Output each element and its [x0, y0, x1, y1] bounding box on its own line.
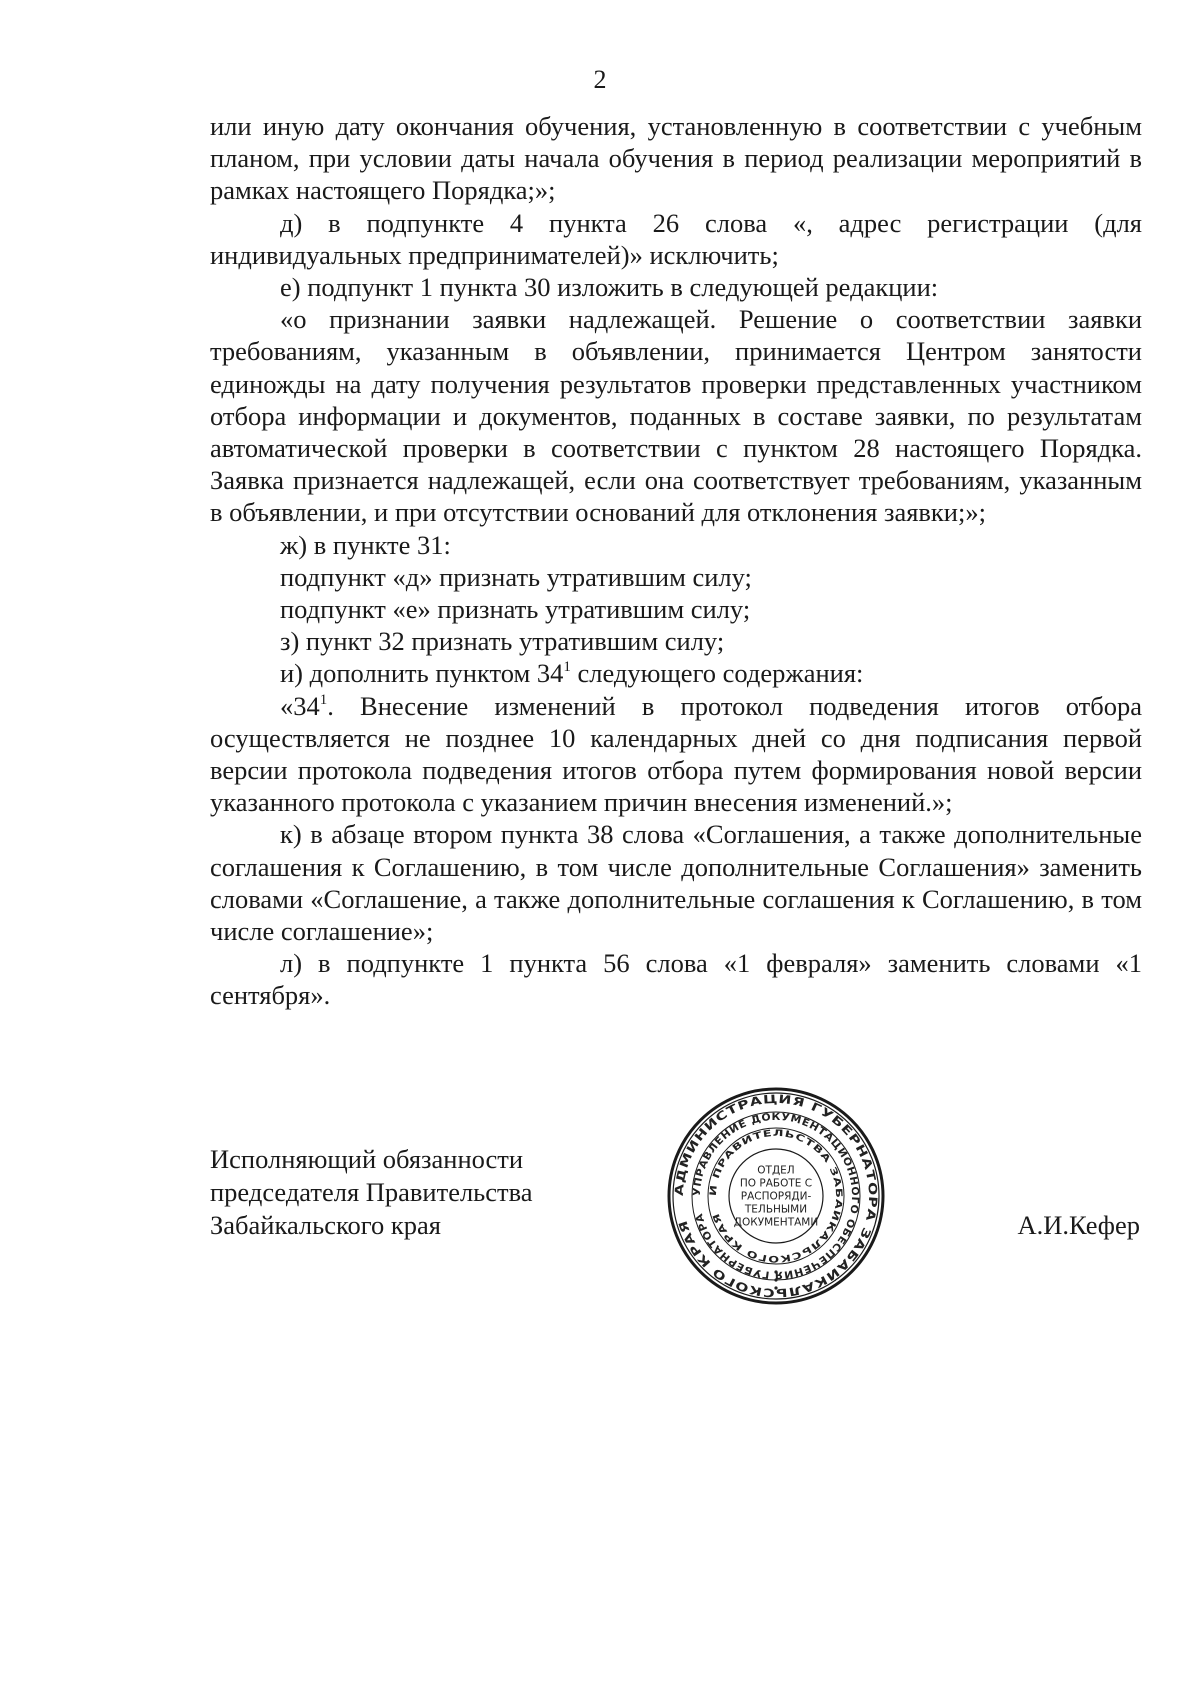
signature-position-line: Забайкальского края	[210, 1210, 441, 1240]
paragraph-text: следующего содержания:	[570, 658, 864, 689]
stamp-center-line: ТЕЛЬНЫМИ	[744, 1203, 808, 1216]
stamp-center-text	[734, 1165, 818, 1229]
signature-position	[210, 1143, 580, 1242]
stamp-inner-ring-text: И ПРАВИТЕЛЬСТВА ЗАБАЙКАЛЬСКОГО КРАЯ	[708, 1128, 844, 1264]
paragraph: подпункт «д» признать утратившим силу;	[280, 561, 752, 592]
signature-position-line: председателя Правительства	[210, 1177, 533, 1207]
paragraph-text: и) дополнить пунктом 34	[280, 658, 564, 689]
paragraph: д) в подпункте 4 пункта 26 слова «, адрес регистрации (для индивидуальных предпринимателей)» исключить;	[210, 207, 1142, 270]
paragraph: л) в подпункте 1 пункта 56 слова «1 февраля» заменить словами «1 сентября».	[210, 948, 1142, 1011]
stamp-center-line: ПО РАБОТЕ С	[739, 1177, 813, 1190]
paragraph	[210, 690, 1142, 819]
signer-name: А.И.Кефер	[1017, 1210, 1140, 1240]
stamp-center-line: ДОКУМЕНТАМИ	[733, 1216, 819, 1229]
page-number: 2	[593, 65, 607, 94]
paragraph: подпункт «е» признать утратившим силу;	[280, 594, 751, 625]
paragraph: «о признании заявки надлежащей. Решение о соответствии заявки требованиям, указанным в объявлении, принимается Центром занятости единожды на дату получения результатов проверки представленных участником отбора информации и документов, поданных в составе заявки, по результатам автоматической проверки в соответствии с пунктом 28 настоящего Порядка. Заявка признается надлежащей, если она соответствует требованиям, указанным в объявлении, и при отсутствии оснований для отклонения заявки;»;	[210, 304, 1142, 528]
document-body	[210, 110, 1142, 1012]
paragraph: или иную дату окончания обучения, установленную в соответствии с учебным планом, при условии даты начала обучения в период реализации мероприятий в рамках настоящего Порядка;»;	[210, 111, 1142, 206]
stamp-middle-ring-text: УПРАВЛЕНИЕ ДОКУМЕНТАЦИОННОГО ОБЕСПЕЧЕНИЯ ГУБЕРНАТОРА	[691, 1111, 861, 1281]
stamp-center-line: ОТДЕЛ	[757, 1164, 795, 1177]
paragraph: е) подпункт 1 пункта 30 изложить в следующей редакции:	[280, 272, 939, 303]
paragraph: ж) в пункте 31:	[280, 529, 451, 560]
superscript: 1	[319, 691, 328, 708]
signature-position-line: Исполняющий обязанности	[210, 1144, 524, 1174]
stamp-outer-ring-text: АДМИНИСТРАЦИЯ ГУБЕРНАТОРА ЗАБАЙКАЛЬСКОГО КРАЯ	[671, 1091, 881, 1301]
official-seal-stamp	[666, 1086, 886, 1306]
paragraph-text: «34	[280, 690, 320, 721]
paragraph: к) в абзаце втором пункта 38 слова «Соглашения, а также дополнительные соглашения к Соглашению, в том числе дополнительные Соглашения» заменить словами «Соглашение, а также дополнительные соглашения к Соглашению, в том числе соглашение»;	[210, 819, 1142, 947]
paragraph	[210, 657, 1142, 689]
superscript: 1	[563, 659, 571, 676]
stamp-center-line: РАСПОРЯДИ-	[740, 1190, 812, 1203]
paragraph-text: . Внесение изменений в протокол подведения итогов отбора осуществляется не позднее 10 календарных дней со дня подписания первой версии протокола подведения итогов отбора путем формирования новой версии указанного протокола с указанием причин внесения изменений.»;	[210, 690, 1142, 818]
paragraph: з) пункт 32 признать утратившим силу;	[280, 626, 725, 657]
